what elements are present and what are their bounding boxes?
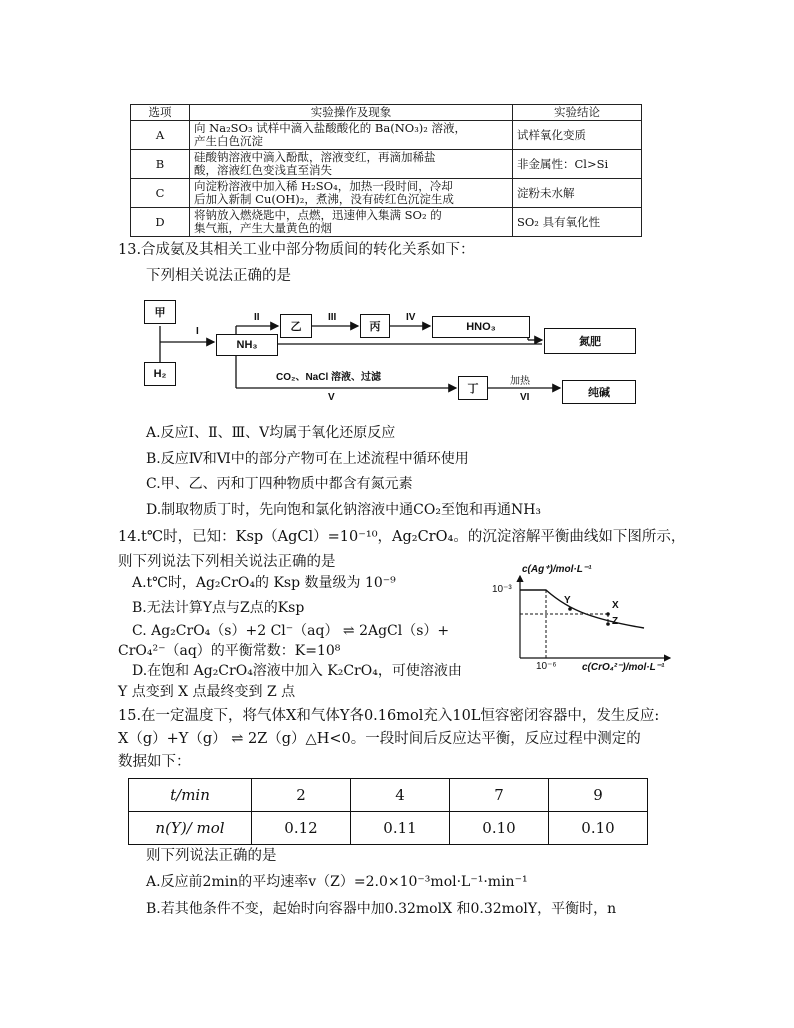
rate-data-table [128,778,648,845]
q15-line3: 数据如下： [118,754,191,770]
graph-ylabel: c(Ag⁺)/mol·L⁻¹ [522,564,592,575]
q15-line2: X（g）+Y（g） ⇌ 2Z（g）△H<0。一段时间后反应达平衡，反应过程中测定的 [118,731,641,747]
box-chunjian: 纯碱 [562,380,636,404]
table-row: n(Y)/ mol 0.12 0.11 0.10 0.10 [129,812,648,845]
q14-option-a: A.t℃时，Ag₂CrO₄的 Ksp 数量级为 10⁻⁹ [132,575,396,591]
q14-option-c1: C. Ag₂CrO₄（s）+2 Cl⁻（aq） ⇌ 2AgCl（s）+ [132,623,450,639]
box-bing: 丙 [360,314,390,338]
graph-xlabel: c(CrO₄²⁻)/mol·L⁻¹ [582,662,665,673]
graph-ytick: 10⁻³ [492,584,512,595]
label-r2: II [254,312,260,323]
table-row: A 向 Na₂SO₃ 试样中滴入盐酸酸化的 Ba(NO₃)₂ 溶液， 产生白色沉淀 试样氧化变质 [131,121,642,150]
graph-point-x-label: X [612,600,619,611]
table-row: C 向淀粉溶液中加入稀 H₂SO₄，加热一段时间，冷却 后加入新制 Cu(OH)₂，煮沸，没有砖红色沉淀生成 淀粉未水解 [131,179,642,208]
header-ny: n(Y)/ mol [129,812,252,845]
label-r3: III [328,312,337,323]
label-cond5: CO₂、NaCl 溶液、过滤 [276,372,382,383]
header-operation: 实验操作及现象 [190,105,513,121]
q13-stem: 13.合成氨及其相关工业中部分物质间的转化关系如下： [118,242,475,258]
label-cond6: 加热 [510,376,530,387]
box-danfei: 氮肥 [544,328,636,354]
header-time: t/min [129,779,252,812]
q14-option-d2: Y 点变到 X 点最终变到 Z 点 [118,684,296,700]
label-r6: VI [520,392,530,403]
graph-point-z-label: Z [612,616,619,627]
q15-line1: 15.在一定温度下，将气体X和气体Y各0.16mol充入10L恒容密闭容器中，发生反应: [118,708,660,724]
box-nh3: NH₃ [216,334,278,356]
q14-line2: 则下列说法下列相关说法正确的是 [118,554,336,570]
q14-option-d1: D.在饱和 Ag₂CrO₄溶液中加入 K₂CrO₄，可使溶液由 [132,663,462,679]
q14-line1: 14.t℃时，已知：Ksp（AgCl）=10⁻¹⁰，Ag₂CrO₄。的沉淀溶解平衡曲线如下图所示， [118,529,686,545]
point-y [568,607,572,611]
point-x [606,612,610,616]
label-r4: IV [406,312,416,323]
q13-prompt: 下列相关说法正确的是 [146,268,291,284]
table-row: D 将钠放入燃烧匙中，点燃，迅速伸入集满 SO₂ 的 集气瓶，产生大量黄色的烟 SO₂ 具有氧化性 [131,208,642,237]
header-option: 选项 [131,105,190,121]
flow-diagram [140,296,640,412]
q15-prompt: 则下列说法正确的是 [146,848,277,864]
table-row: B 硅酸钠溶液中滴入酚酞，溶液变红，再滴加稀盐 酸，溶液红色变浅直至消失 非金属性：Cl>Si [131,150,642,179]
q13-option-a: A.反应Ⅰ、Ⅱ、Ⅲ、Ⅴ均属于氧化还原反应 [146,425,396,441]
solubility-curve [520,590,644,628]
graph-point-y-label: Y [564,595,571,606]
box-jia: 甲 [144,300,176,324]
point-z [606,622,610,626]
header-conclusion: 实验结论 [513,105,642,121]
q15-option-b: B.若其他条件不变，起始时向容器中加0.32molX 和0.32molY，平衡时，n [146,901,617,917]
experiment-table [130,104,642,237]
q13-option-b: B.反应Ⅳ和Ⅵ中的部分产物可在上述流程中循环使用 [146,451,469,467]
table-row: t/min 2 4 7 9 [129,779,648,812]
box-yi: 乙 [280,314,312,338]
box-hno3: HNO₃ [432,316,530,338]
label-r5: V [328,392,335,403]
ksp-graph [486,562,674,678]
q13-option-c: C.甲、乙、丙和丁四种物质中都含有氮元素 [146,476,413,492]
box-h2: H₂ [144,362,176,386]
q13-option-d: D.制取物质丁时，先向饱和氯化钠溶液中通CO₂至饱和再通NH₃ [146,502,542,518]
label-r1: I [196,326,199,337]
q15-option-a: A.反应前2min的平均速率v（Z）=2.0×10⁻³mol·L⁻¹·min⁻¹ [146,874,528,890]
box-ding: 丁 [458,376,488,400]
graph-xtick: 10⁻⁶ [536,661,557,672]
q14-option-c2: CrO₄²⁻（aq）的平衡常数：K=10⁸ [118,643,341,659]
q14-option-b: B.无法计算Y点与Z点的Ksp [132,600,305,616]
